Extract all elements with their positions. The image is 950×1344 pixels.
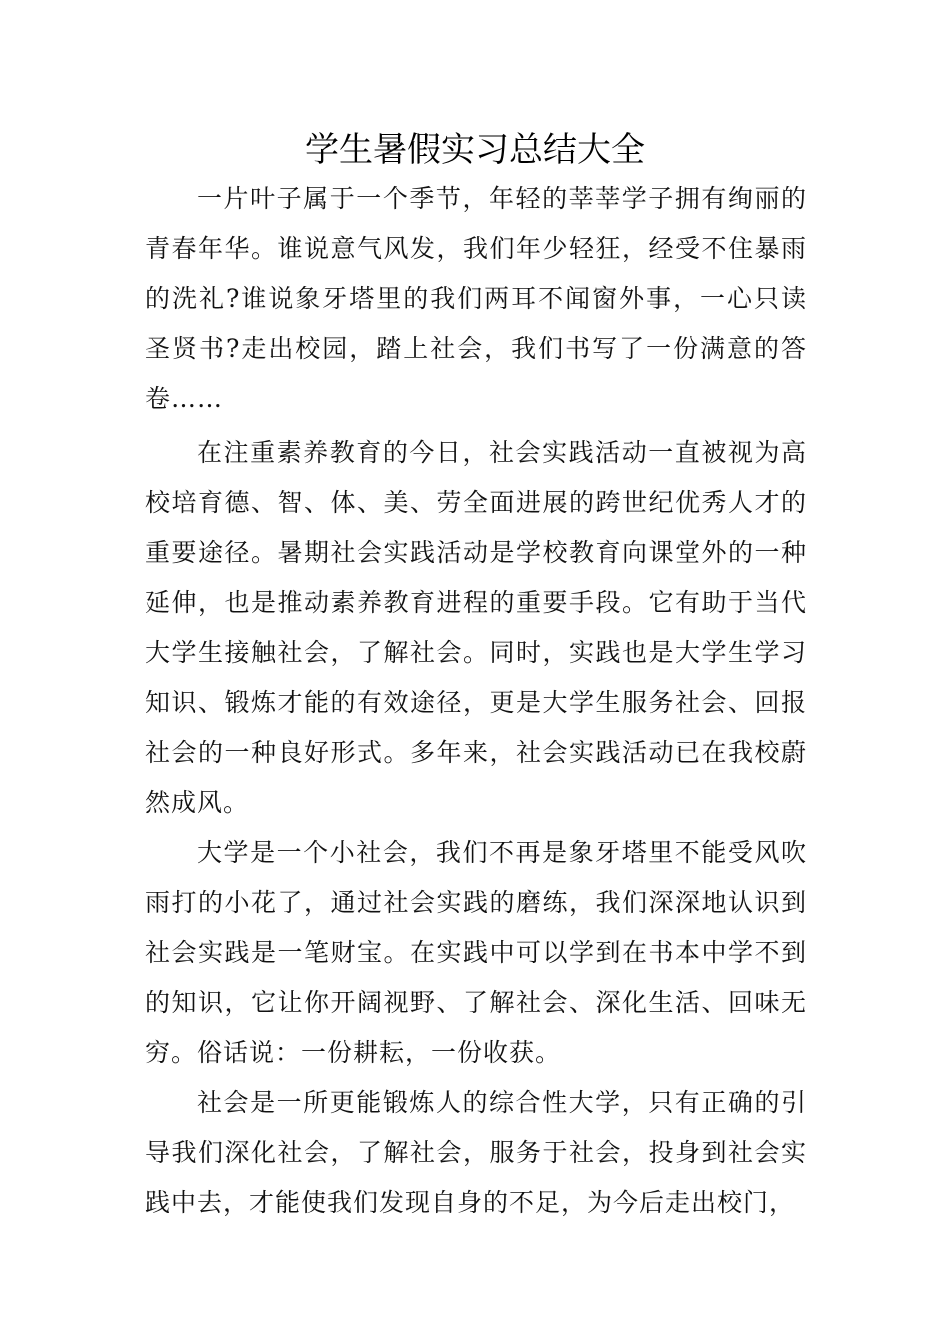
- paragraph-3: 大学是一个小社会，我们不再是象牙塔里不能受风吹雨打的小花了，通过社会实践的磨练，我们深深地认识到社会实践是一笔财宝。在实践中可以学到在书本中学不到的知识，它让你开阔视野、了解社会、深化生活、回味无穷。俗话说：一份耕耘，一份收获。: [145, 838, 807, 1067]
- paragraph-4: 社会是一所更能锻炼人的综合性大学，只有正确的引导我们深化社会，了解社会，服务于社会，投身到社会实践中去，才能使我们发现自身的不足，为今后走出校门，: [145, 1088, 807, 1217]
- paragraph-2: 在注重素养教育的今日，社会实践活动一直被视为高校培育德、智、体、美、劳全面进展的跨世纪优秀人才的重要途径。暑期社会实践活动是学校教育向课堂外的一种延伸，也是推动素养教育进程的重要手段。它有助于当代大学生接触社会，了解社会。同时，实践也是大学生学习知识、锻炼才能的有效途径，更是大学生服务社会、回报社会的一种良好形式。多年来，社会实践活动已在我校蔚然成风。: [145, 438, 807, 817]
- document-title: 学生暑假实习总结大全: [305, 130, 645, 170]
- document-body: [145, 174, 807, 1228]
- paragraph-1: 一片叶子属于一个季节，年轻的莘莘学子拥有绚丽的青春年华。谁说意气风发，我们年少轻狂，经受不住暴雨的洗礼?谁说象牙塔里的我们两耳不闻窗外事，一心只读圣贤书?走出校园，踏上社会，我们书写了一份满意的答卷……: [145, 184, 807, 413]
